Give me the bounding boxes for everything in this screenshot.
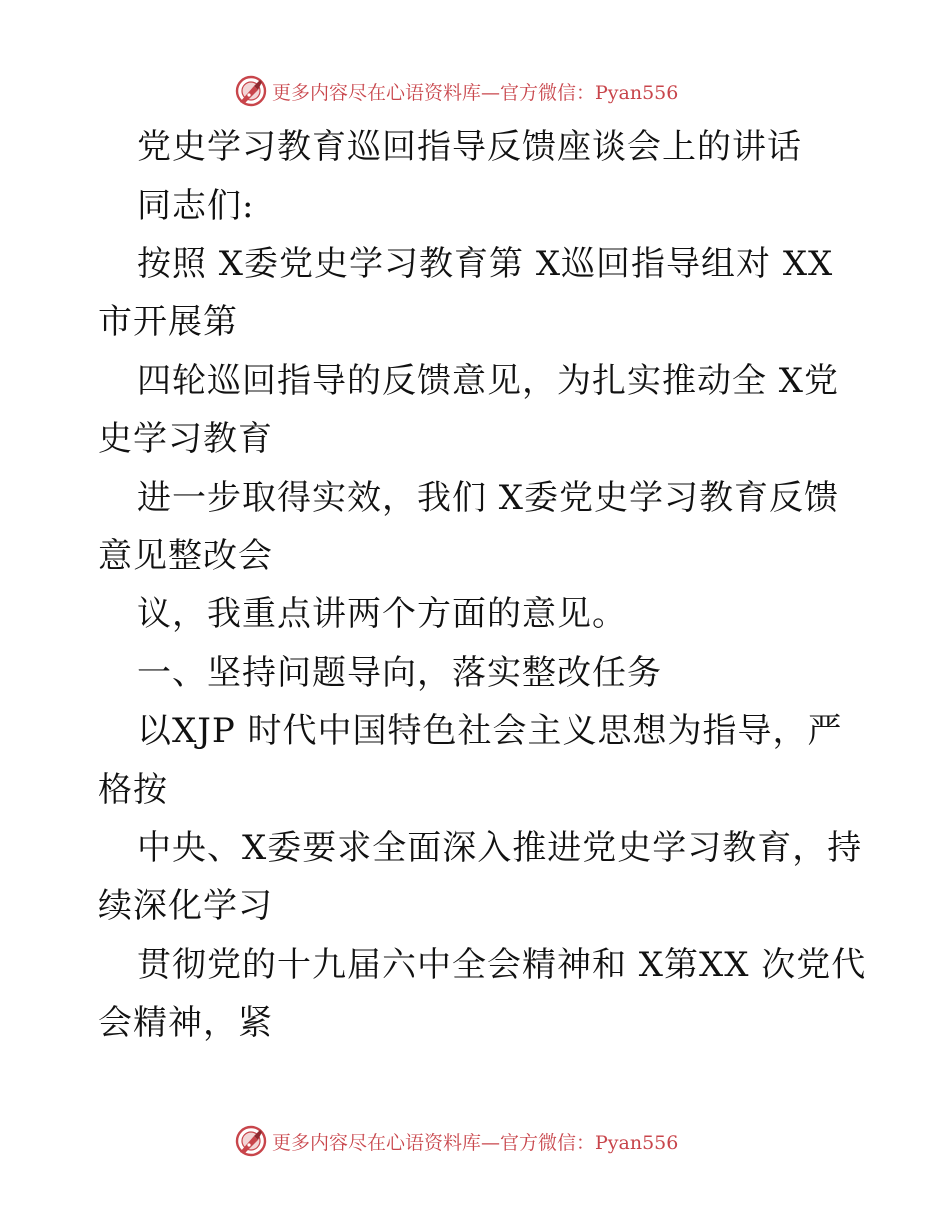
pen-nib-circle-icon — [234, 1124, 268, 1158]
paragraph-line: 市开展第 — [98, 302, 238, 342]
paragraph-line: 续深化学习 — [98, 886, 273, 926]
paragraph-line: 贯彻党的十九届六中全会精神和 X第XX 次党代 — [137, 945, 867, 985]
paragraph-line: 按照 X委党史学习教育第 X巡回指导组对 XX — [137, 244, 834, 284]
section-heading: 一、坚持问题导向，落实整改任务 — [137, 653, 662, 693]
paragraph-line: 进一步取得实效，我们 X委党史学习教育反馈 — [137, 478, 840, 518]
paragraph-line: 以XJP 时代中国特色社会主义思想为指导，严 — [137, 711, 843, 751]
watermark-footer — [234, 1122, 678, 1160]
paragraph-line: 史学习教育 — [98, 419, 273, 459]
watermark-text: 更多内容尽在心语资料库—官方微信：Pyan556 — [272, 81, 679, 104]
paragraph-line: 意见整改会 — [98, 536, 273, 576]
document-title: 党史学习教育巡回指导反馈座谈会上的讲话 — [137, 127, 802, 167]
paragraph-line: 会精神，紧 — [98, 1003, 273, 1043]
paragraph-line: 格按 — [98, 770, 168, 810]
paragraph-line: 议，我重点讲两个方面的意见。 — [137, 594, 627, 634]
watermark-text: 更多内容尽在心语资料库—官方微信：Pyan556 — [272, 1131, 679, 1154]
salutation: 同志们: — [137, 186, 255, 226]
paragraph-line: 四轮巡回指导的反馈意见，为扎实推动全 X党 — [137, 361, 840, 401]
paragraph-line: 中央、X委要求全面深入推进党史学习教育，持 — [137, 828, 863, 868]
